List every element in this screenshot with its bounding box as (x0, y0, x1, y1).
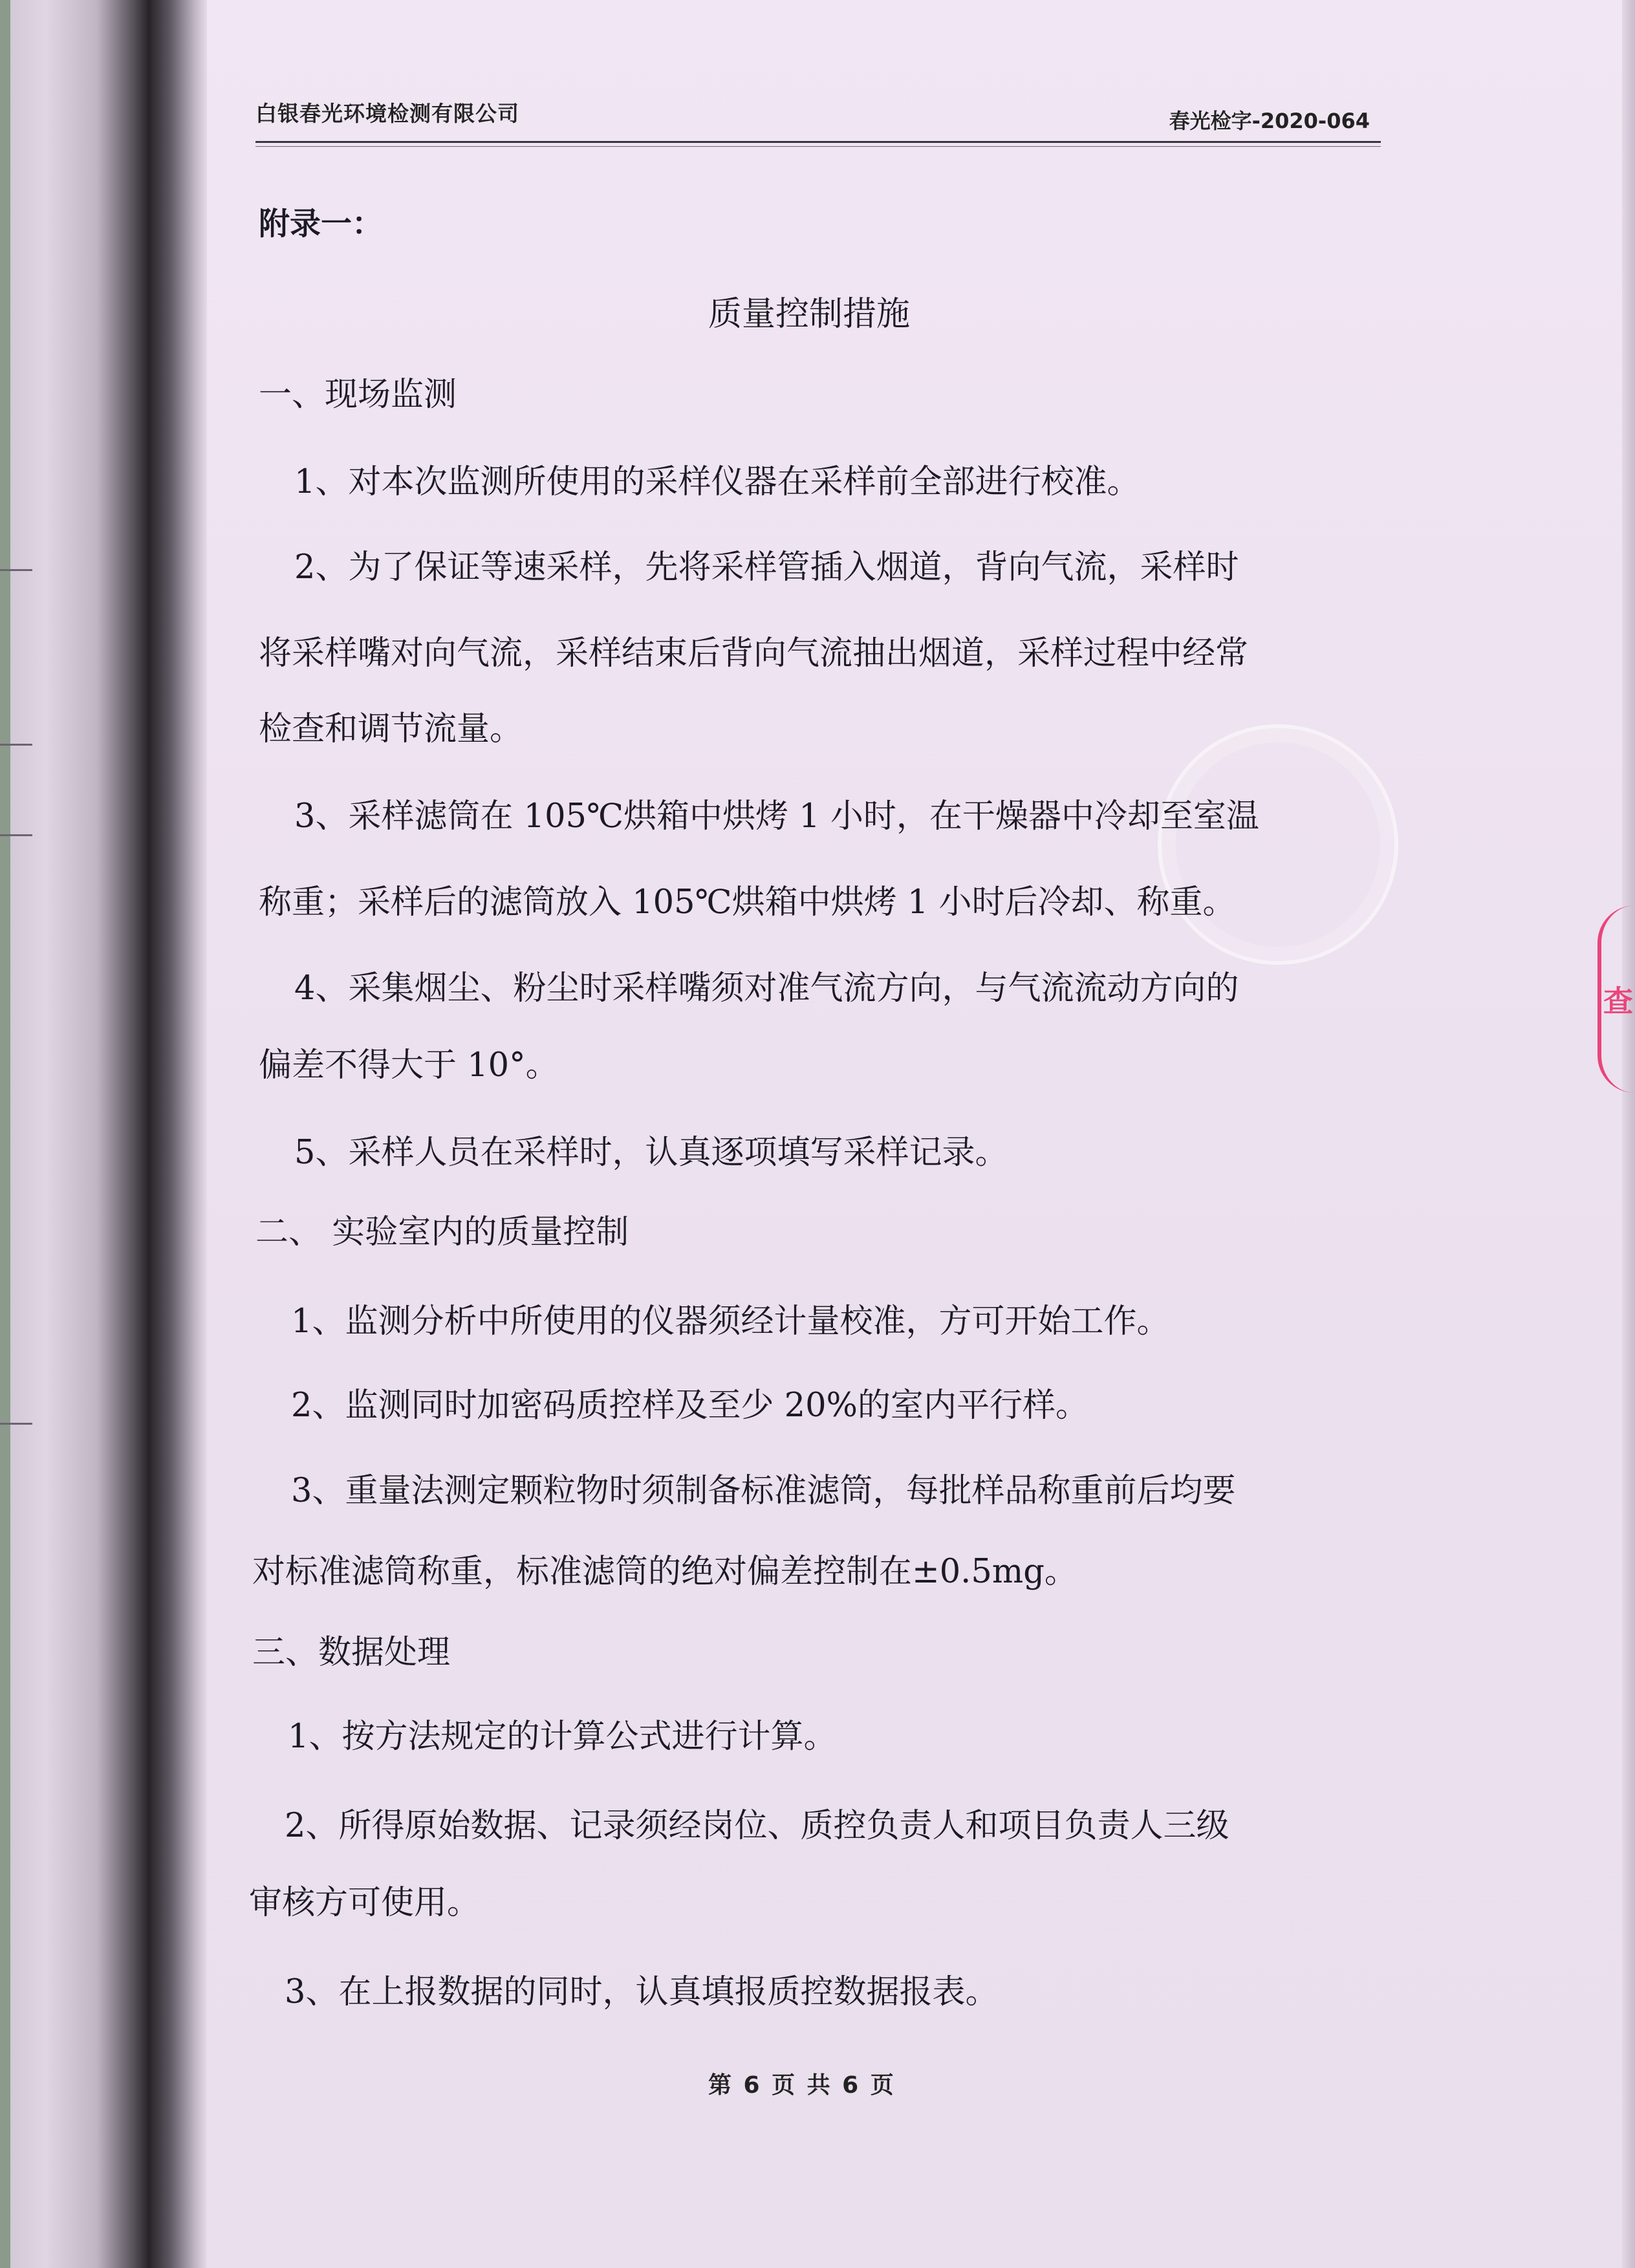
paragraph-line: 2、为了保证等速采样，先将采样管插入烟道，背向气流，采样时 (294, 548, 1239, 587)
appendix-label: 附录一： (259, 206, 384, 242)
paragraph-line: 称重；采样后的滤筒放入 105℃烘箱中烘烤 1 小时后冷却、称重。 (259, 883, 1236, 922)
paragraph-line: 3、在上报数据的同时，认真填报质控数据报表。 (285, 1973, 999, 2011)
section-heading: 一、现场监测 (259, 376, 457, 414)
book-binding-shadow (0, 0, 207, 2268)
page-right-edge (1622, 0, 1635, 2268)
paragraph-line: 4、采集烟尘、粉尘时采样嘴须对准气流方向，与气流流动方向的 (294, 969, 1239, 1008)
page-edge-strip (0, 0, 10, 2268)
edge-mark (0, 569, 32, 571)
page-number-footer: 第 6 页 共 6 页 (708, 2072, 894, 2099)
paragraph-line: 偏差不得大于 10°。 (259, 1046, 559, 1085)
section-heading: 三、数据处理 (252, 1634, 451, 1672)
paragraph-line: 1、对本次监测所使用的采样仪器在采样前全部进行校准。 (294, 463, 1140, 501)
embossed-stamp (1158, 724, 1398, 965)
edge-mark (0, 834, 32, 836)
paragraph-line: 5、采样人员在采样时，认真逐项填写采样记录。 (294, 1134, 1008, 1172)
paragraph-line: 对标准滤筒称重，标准滤筒的绝对偏差控制在±0.5mg。 (252, 1553, 1077, 1591)
paragraph-line: 2、监测同时加密码质控样及至少 20%的室内平行样。 (291, 1387, 1089, 1425)
section-heading: 二、 实验室内的质量控制 (255, 1213, 629, 1251)
header-report-code: 春光检字-2020-064 (1169, 109, 1370, 133)
paragraph-line: 3、采样滤筒在 105℃烘箱中烘烤 1 小时，在干燥器中冷却至室温 (294, 797, 1259, 836)
paragraph-line: 审核方可使用。 (249, 1884, 481, 1922)
paragraph-line: 检查和调节流量。 (259, 710, 523, 748)
paragraph-line: 3、重量法测定颗粒物时须制备标准滤筒，每批样品称重前后均要 (291, 1472, 1236, 1510)
header-company: 白银春光环境检测有限公司 (255, 101, 519, 126)
edge-mark (0, 1423, 32, 1425)
header-rule (255, 141, 1381, 143)
paragraph-line: 1、按方法规定的计算公式进行计算。 (288, 1718, 837, 1756)
page-title: 质量控制措施 (708, 295, 911, 334)
paragraph-line: 将采样嘴对向气流，采样结束后背向气流抽出烟道，采样过程中经常 (259, 634, 1249, 673)
paragraph-line: 1、监测分析中所使用的仪器须经计量校准，方可开始工作。 (291, 1302, 1170, 1341)
paragraph-line: 2、所得原始数据、记录须经岗位、质控负责人和项目负责人三级 (285, 1807, 1229, 1845)
edge-mark (0, 744, 32, 746)
red-seal-fragment (1597, 905, 1635, 1093)
header-rule-thin (255, 146, 1381, 147)
seal-text: 查 (1603, 984, 1633, 1019)
